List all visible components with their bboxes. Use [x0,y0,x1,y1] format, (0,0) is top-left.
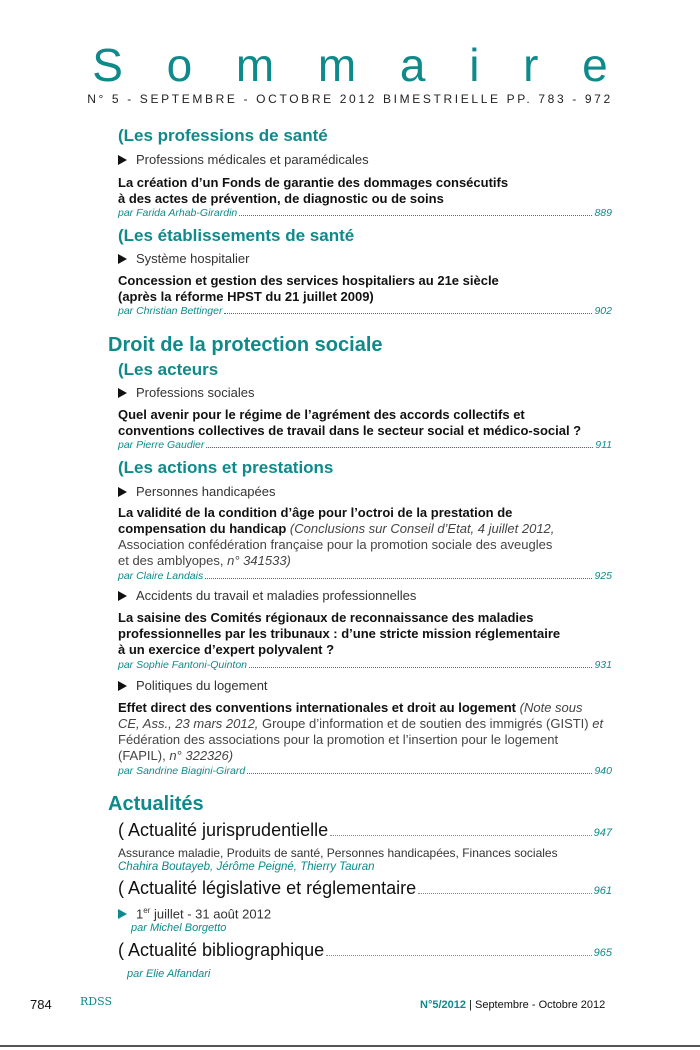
section-label: ( Actualité législative et réglementaire [118,878,417,898]
page-ref: 940 [594,765,612,777]
toc-line-art4[interactable] [118,570,612,582]
article-saisine-comites[interactable]: La saisine des Comités régionaux de reconnaissance des maladies professionnelles par les tribunaux : d’une stricte mission réglementaire à un exercice d’expert polyvalent ? [118,610,561,657]
leader-dots [239,214,592,216]
leader-dots [418,893,591,894]
subheading-systeme-hospitalier: Système hospitalier [118,251,249,266]
page-ref: 925 [594,570,612,582]
heading-etablissements-sante: (Les établissements de santé [118,226,355,245]
bottom-rule [0,1045,700,1047]
page-ref: 889 [594,207,612,219]
leader-dots [205,577,592,579]
page-ref: 965 [593,947,612,959]
section-label: ( Actualité jurisprudentielle [118,820,329,840]
subheading-personnes-handicapees: Personnes handicapées [118,484,276,499]
page-ref: 961 [593,885,612,897]
heading-acteurs: (Les acteurs [118,360,219,379]
triangle-bullet-icon [118,487,127,497]
leader-dots [330,835,592,836]
author: par Farida Arhab-Girardin [118,207,238,219]
toc-line-art6[interactable] [118,765,612,777]
leader-dots [326,955,592,956]
subheading-professions-medicales: Professions médicales et paramédicales [118,152,369,167]
biblio-author: par Elie Alfandari [127,968,211,980]
heading-professions-sante: (Les professions de santé [118,126,328,145]
subheading-politiques-logement: Politiques du logement [118,678,268,693]
toc-line-actualite-legislative[interactable] [118,878,612,899]
leader-dots [224,312,592,314]
author: par Sandrine Biagini-Girard [118,765,246,777]
svg-text:RDSS: RDSS [80,995,112,1008]
heading-droit-protection-sociale: Droit de la protection sociale [108,334,383,356]
triangle-bullet-icon [118,254,127,264]
juris-authors: Chahira Boutayeb, Jérôme Peigné, Thierry Tauran [118,861,375,873]
legis-period: 1er juillet - 31 août 2012 [118,906,271,921]
article-condition-age[interactable]: La validité de la condition d’âge pour l’octroi de la prestation de compensation du handicap (Conclusions sur Conseil d’Etat, 4 juillet 2012, Association confédération française pour la promotion sociale des aveugles et des amblyopes, n° 341533) [118,505,555,568]
article-concession-gestion[interactable]: Concession et gestion des services hospitaliers au 21e siècle (après la réforme HPST du 21 juillet 2009) [118,273,499,304]
article-regime-agrement[interactable]: Quel avenir pour le régime de l’agrément des accords collectifs et conventions collectives de travail dans le secteur social et médico-social ? [118,407,582,438]
author: par Sophie Fantoni-Quinton [118,659,247,671]
juris-topics: Assurance maladie, Produits de santé, Personnes handicapées, Finances sociales [118,846,558,860]
footer-issue: N°5/2012 | Septembre - Octobre 2012 [420,999,606,1011]
toc-line-art1[interactable] [118,207,612,219]
leader-dots [249,666,592,668]
rdss-logo [80,993,112,1018]
leader-dots [206,446,593,448]
page-ref: 911 [595,439,612,451]
subheading-professions-sociales: Professions sociales [118,385,255,400]
toc-line-art3[interactable] [118,439,612,451]
page-ref: 931 [594,659,612,671]
page-title: Sommaire [92,39,652,91]
toc-line-art2[interactable] [118,305,612,317]
toc-line-actualite-jurisprudentielle[interactable] [118,820,612,841]
heading-actualites: Actualités [108,793,204,815]
rdss-logo-icon [80,993,112,1013]
triangle-bullet-icon [118,909,127,919]
page-number: 784 [30,997,52,1012]
triangle-bullet-icon [118,591,127,601]
toc-line-art5[interactable] [118,659,612,671]
page-ref: 947 [593,827,612,839]
subheading-accidents-travail: Accidents du travail et maladies professionnelles [118,588,416,603]
triangle-bullet-icon [118,155,127,165]
toc-line-actualite-bibliographique[interactable] [118,940,612,961]
leader-dots [247,772,592,774]
page-ref: 902 [594,305,612,317]
article-effet-direct[interactable]: Effet direct des conventions internationales et droit au logement (Note sous CE, Ass., 23 mars 2012, Groupe d’information et de soutien des immigrés (GISTI) et Fédération des associations pour la promotion et l’insertion pour le logement (FAPIL), n° 322326) [118,700,604,763]
author: par Pierre Gaudier [118,439,205,451]
author: par Christian Bettinger [118,305,223,317]
legis-author: par Michel Borgetto [131,922,227,934]
triangle-bullet-icon [118,388,127,398]
heading-actions-prestations: (Les actions et prestations [118,458,334,477]
author: par Claire Landais [118,570,204,582]
issue-subtitle: N° 5 - SEPTEMBRE - OCTOBRE 2012 BIMESTRIELLE PP. 783 - 972 [87,92,613,106]
section-label: ( Actualité bibliographique [118,940,325,960]
article-fonds-garantie[interactable]: La création d’un Fonds de garantie des dommages consécutifs à des actes de prévention, de diagnostic ou de soins [118,175,509,206]
triangle-bullet-icon [118,681,127,691]
